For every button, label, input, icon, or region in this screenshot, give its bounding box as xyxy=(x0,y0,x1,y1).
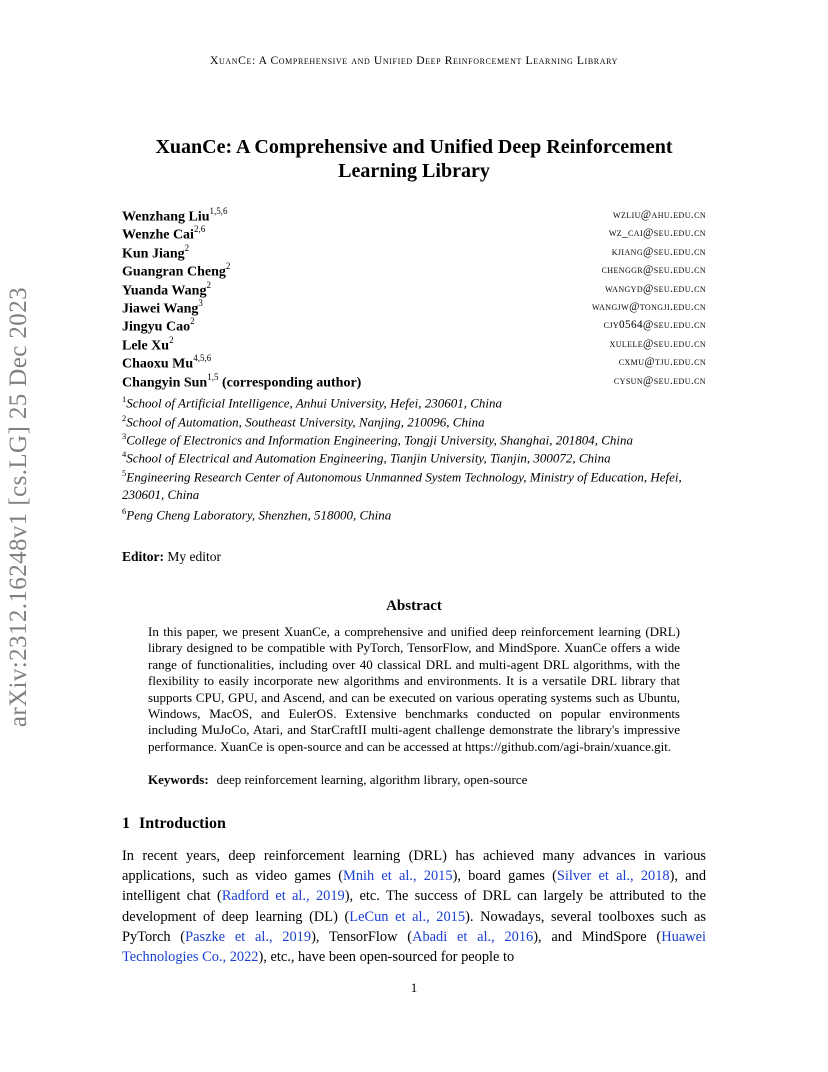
intro-text: ), etc. The success of DRL can largely be attributed to the development of deep learning (DL) ( xyxy=(122,888,706,925)
keywords-line xyxy=(148,772,680,788)
author-affiliation-sup: 2 xyxy=(190,316,195,327)
author-row xyxy=(122,354,706,372)
intro-paragraph xyxy=(122,846,706,967)
affiliation-text: School of Artificial Intelligence, Anhui University, Hefei, 230601, China xyxy=(126,395,502,411)
author-name xyxy=(122,281,211,300)
author-name-text: Yuanda Wang xyxy=(122,283,207,299)
author-affiliation-sup: 2 xyxy=(169,334,174,345)
abstract-heading: Abstract xyxy=(386,598,442,614)
editor-line xyxy=(122,549,221,565)
author-row xyxy=(122,244,706,262)
author-name xyxy=(122,262,230,281)
author-row xyxy=(122,373,706,391)
author-role: (corresponding author) xyxy=(218,375,362,391)
author-affiliation-sup: 4,5,6 xyxy=(193,353,212,364)
author-row xyxy=(122,317,706,335)
author-affiliation-sup: 2 xyxy=(225,261,231,272)
citation-link[interactable]: Abadi et al., 2016 xyxy=(412,928,534,945)
title-line-2: Learning Library xyxy=(338,160,490,182)
author-row xyxy=(122,262,706,280)
affiliation-text: School of Automation, Southeast University, Nanjing, 210096, China xyxy=(126,414,485,430)
section-heading xyxy=(122,815,226,833)
author-name xyxy=(122,354,211,373)
author-row xyxy=(122,207,706,225)
author-email[interactable]: wzliu@ahu.edu.cn xyxy=(613,209,706,221)
author-row xyxy=(122,299,706,317)
author-name xyxy=(122,225,205,244)
author-name-text: Kun Jiang xyxy=(122,246,185,262)
citation-link[interactable]: Huawei Technologies Co., 2022 xyxy=(122,928,706,966)
author-affiliation-sup: 2 xyxy=(206,279,211,290)
section-title: Introduction xyxy=(139,815,226,832)
author-name-text: Changyin Sun xyxy=(122,375,208,391)
author-email[interactable]: kjiang@seu.edu.cn xyxy=(611,245,706,258)
affiliation-number: 1 xyxy=(122,394,127,404)
author-affiliation-sup: 2 xyxy=(184,242,190,253)
intro-text: In recent years, deep reinforcement learning (DRL) has achieved many advances in various applications, such as video games ( xyxy=(122,848,706,885)
author-affiliation-sup: 1,5,6 xyxy=(209,206,228,216)
author-email[interactable]: cysun@seu.edu.cn xyxy=(613,374,706,387)
affiliation-number: 4 xyxy=(122,449,127,459)
author-name-text: Jingyu Cao xyxy=(122,320,191,336)
editor-value: My editor xyxy=(164,549,221,564)
author-name xyxy=(122,207,228,226)
intro-text: ), board games ( xyxy=(452,868,557,885)
editor-label: Editor: xyxy=(122,549,164,564)
author-row xyxy=(122,336,706,354)
intro-text: ), TensorFlow ( xyxy=(311,928,413,945)
author-email[interactable]: wangjw@tongji.edu.cn xyxy=(592,301,706,313)
paper-title xyxy=(100,135,728,183)
running-header: XuanCe: A Comprehensive and Unified Deep Reinforcement Learning Library xyxy=(210,54,618,67)
citation-link[interactable]: Radford et al., 2019 xyxy=(221,888,345,905)
affiliation-text: Peng Cheng Laboratory, Shenzhen, 518000, China xyxy=(126,507,392,523)
author-name-text: Wenzhang Liu xyxy=(122,209,210,225)
author-name-text: Lele Xu xyxy=(122,338,170,354)
author-name-text: Chaoxu Mu xyxy=(122,356,194,372)
affiliation xyxy=(122,464,712,504)
affiliation-number: 5 xyxy=(122,468,127,478)
page-number: 1 xyxy=(410,980,418,995)
citation-link[interactable]: Paszke et al., 2019 xyxy=(185,928,312,945)
author-affiliation-sup: 2,6 xyxy=(193,224,206,235)
keywords-value: deep reinforcement learning, algorithm library, open-source xyxy=(216,772,528,787)
intro-text: ). Nowadays, several toolboxes such as PyTorch ( xyxy=(122,908,706,945)
author-email[interactable]: chenggr@seu.edu.cn xyxy=(601,264,706,277)
affiliation-text: Engineering Research Center of Autonomous Unmanned System Technology, Ministry of Education, Hefei, 230601, China xyxy=(122,469,682,503)
author-name xyxy=(122,336,174,355)
author-email[interactable]: cjy0564@seu.edu.cn xyxy=(603,319,706,332)
author-name-text: Jiawei Wang xyxy=(122,301,199,317)
author-name xyxy=(122,373,361,392)
section-number: 1 xyxy=(122,815,130,832)
author-name xyxy=(122,317,195,336)
intro-text: ), etc., have been open-sourced for people to xyxy=(258,949,515,966)
abstract-body: In this paper, we present XuanCe, a comprehensive and unified deep reinforcement learning (DRL) library designed to be compatible with PyTorch, TensorFlow, and MindSpore. XuanCe offers a wide range of functionalities, including over 40 classical DRL and multi-agent DRL algorithms, with the flexibility to easily incorporate new algorithms and environments. It is a versatile DRL library that supports CPU, GPU, and Ascend, and can be executed on various operating systems such as Ubuntu, Windows, MacOS, and EulerOS. Extensive benchmarks conducted on popular environments including MuJoCo, Atari, and StarCraftII multi-agent challenge demonstrate the library's impressive performance. XuanCe is open-source and can be accessed at https://github.com/agi-brain/xuance.git. xyxy=(148,624,680,754)
author-affiliation-sup: 1,5 xyxy=(207,371,219,382)
author-email[interactable]: cxmu@tju.edu.cn xyxy=(618,356,706,369)
author-name-text: Wenzhe Cai xyxy=(122,228,194,244)
author-email[interactable]: wz_cai@seu.edu.cn xyxy=(608,227,706,240)
affiliation-number: 3 xyxy=(122,431,127,441)
affiliation xyxy=(122,502,712,524)
citation-link[interactable]: LeCun et al., 2015 xyxy=(349,908,466,925)
keywords-label: Keywords: xyxy=(148,772,209,787)
author-row xyxy=(122,281,706,299)
affiliation-text: School of Electrical and Automation Engineering, Tianjin University, Tianjin, 300072, China xyxy=(126,450,611,466)
author-email[interactable]: wangyd@seu.edu.cn xyxy=(605,282,706,295)
author-name-text: Guangran Cheng xyxy=(122,264,226,280)
author-email[interactable]: xulele@seu.edu.cn xyxy=(609,337,706,350)
affiliation-number: 2 xyxy=(122,413,127,423)
citation-link[interactable]: Silver et al., 2018 xyxy=(556,868,670,885)
affiliation-text: College of Electronics and Information Engineering, Tongji University, Shanghai, 201804, China xyxy=(126,432,633,448)
author-name xyxy=(122,244,189,263)
author-name xyxy=(122,299,203,318)
author-affiliation-sup: 3 xyxy=(198,298,203,308)
arxiv-stamp: arXiv:2312.16248v1 [cs.LG] 25 Dec 2023 xyxy=(5,287,32,728)
author-row xyxy=(122,225,706,243)
affiliation-number: 6 xyxy=(122,506,127,516)
intro-text: ), and intelligent chat ( xyxy=(122,868,707,905)
intro-text: ), and MindSpore ( xyxy=(533,928,662,945)
title-line-1: XuanCe: A Comprehensive and Unified Deep Reinforcement xyxy=(155,136,673,158)
citation-link[interactable]: Mnih et al., 2015 xyxy=(343,868,453,885)
